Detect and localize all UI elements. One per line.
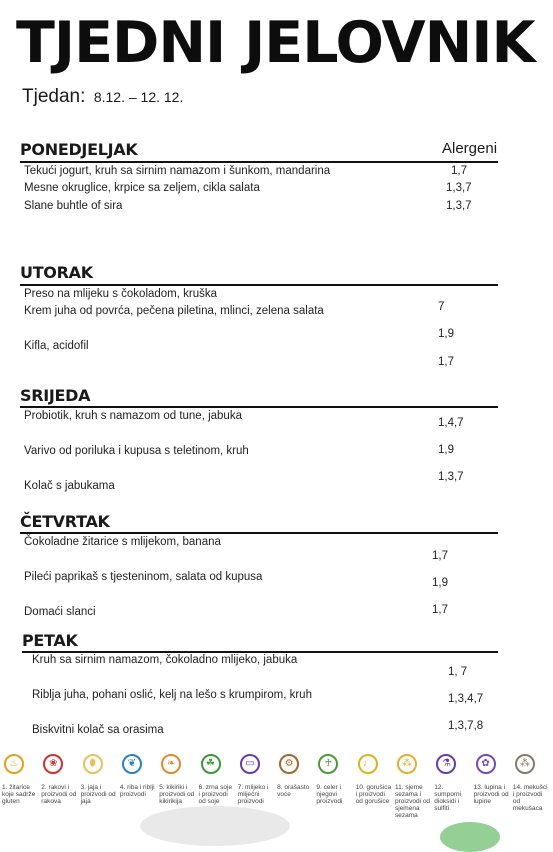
allergen-legend-item xyxy=(474,754,510,805)
crab-icon: ❀ xyxy=(43,754,63,774)
meal-text: Pileći paprikaš s tjesteninom, salata od kupusa xyxy=(24,571,263,583)
sulphite-icon: ⚗ xyxy=(436,754,456,774)
meal-allergens: 1,3,7 xyxy=(438,471,464,483)
meal-text: Kruh sa sirnim namazom, čokoladno mlijeko, jabuka xyxy=(32,654,298,666)
milk-icon: ▭ xyxy=(240,754,260,774)
allergen-legend-label: 8. orašasto voće xyxy=(277,784,310,798)
allergen-legend-label: 6. zrna soje i proizvodi od soje xyxy=(198,784,233,805)
allergen-legend-item xyxy=(120,754,156,798)
meal-text: Čokoladne žitarice s mlijekom, banana xyxy=(24,536,221,548)
meal-text: Biskvitni kolač sa orasima xyxy=(32,724,164,736)
allergen-legend-item xyxy=(159,754,195,805)
meal-text: Probiotik, kruh s namazom od tune, jabuka xyxy=(24,410,242,422)
allergen-legend-item xyxy=(2,754,38,805)
meal-allergens: 1,7 xyxy=(451,165,467,177)
celery-icon: ♰ xyxy=(318,754,338,774)
day-divider xyxy=(20,161,498,163)
allergen-legend-label: 4. riba i riblji proizvodi xyxy=(119,784,155,798)
allergen-legend-label: 1. žitarice koje sadrže gluten xyxy=(2,784,36,805)
fish-icon: ❦ xyxy=(122,754,142,774)
meal-allergens: 1,4,7 xyxy=(438,417,464,429)
meal-allergens: 1,7 xyxy=(438,356,454,368)
meal-allergens: 1,7 xyxy=(432,550,448,562)
day-title: SRIJEDA xyxy=(20,386,91,405)
allergen-legend-item xyxy=(316,754,352,805)
sesame-icon: ⁂ xyxy=(397,754,417,774)
mustard-icon: ♩ xyxy=(358,754,378,774)
wheat-icon: ♨ xyxy=(4,754,24,774)
week-line xyxy=(22,86,183,108)
nut-icon: ⚙ xyxy=(279,754,299,774)
day-divider xyxy=(20,406,498,408)
meal-allergens: 7 xyxy=(438,301,445,313)
allergen-legend-item xyxy=(513,754,549,812)
meal-text: Tekući jogurt, kruh sa sirnim namazom i šunkom, mandarina xyxy=(24,165,331,177)
allergen-legend-label: 12. sumporni dioksidi i sulfiti xyxy=(434,784,462,812)
allergen-legend-item xyxy=(199,754,235,805)
meal-text: Riblja juha, pohani oslić, kelj na lešo s krumpirom, kruh xyxy=(32,689,312,701)
meal-allergens: 1,7 xyxy=(432,604,448,616)
allergen-legend-item xyxy=(238,754,274,805)
allergen-legend-label: 9. celer i njegovi proizvodi xyxy=(316,784,343,805)
allergen-legend-label: 11. sjeme sezama i proizvodi od sjemena sezama xyxy=(395,784,431,819)
allergen-legend-item xyxy=(434,754,470,812)
decorative-blob xyxy=(140,806,290,846)
allergen-legend-item xyxy=(356,754,392,805)
soy-icon: ☘ xyxy=(201,754,221,774)
peanut-icon: ❧ xyxy=(161,754,181,774)
lupin-icon: ✿ xyxy=(476,754,496,774)
allergen-legend-label: 3. jaja i proizvodi od jaja xyxy=(80,784,116,805)
egg-icon: ⬮ xyxy=(83,754,103,774)
meal-allergens: 1,3,4,7 xyxy=(448,693,484,705)
allergen-legend-item xyxy=(395,754,431,819)
meal-allergens: 1,3,7,8 xyxy=(448,720,484,732)
mollusc-icon: ⁂ xyxy=(515,754,535,774)
allergen-legend-label: 14. mekušci i proizvodi od mekušaca xyxy=(512,784,548,812)
allergen-legend-label: 2. rakovi i proizvodi od rakova xyxy=(41,784,77,805)
day-divider xyxy=(22,651,498,653)
allergen-legend-item xyxy=(277,754,313,798)
allergen-legend-label: 7. mlijeko i mliječni proizvodi xyxy=(237,784,269,805)
day-title: UTORAK xyxy=(20,263,93,282)
allergen-legend-item xyxy=(41,754,77,805)
day-divider xyxy=(20,284,498,286)
decorative-leaf xyxy=(440,822,500,852)
meal-text: Domaći slanci xyxy=(24,606,96,618)
day-title: ČETVRTAK xyxy=(20,512,110,531)
day-divider xyxy=(20,532,498,534)
meal-allergens: 1,3,7 xyxy=(446,200,472,212)
week-range: 8.12. – 12. 12. xyxy=(93,89,184,105)
allergen-legend-label: 10. gorušica i proizvodi od gorušice xyxy=(355,784,392,805)
day-title: PONEDJELJAK xyxy=(20,140,138,159)
meal-text: Varivo od poriluka i kupusa s teletinom, kruh xyxy=(24,445,249,457)
meal-text: Slane buhtle of sira xyxy=(24,200,123,212)
meal-text: Mesne okruglice, krpice sa zeljem, cikla salata xyxy=(24,182,260,194)
allergen-legend-label: 13. lupina i proizvodi od lupine xyxy=(473,784,509,805)
meal-allergens: 1,9 xyxy=(432,577,448,589)
meal-text: Krem juha od povrća, pečena piletina, mlinci, zelena salata xyxy=(24,305,324,317)
menu-title: TJEDNI JELOVNIK xyxy=(16,10,535,76)
allergen-legend-item xyxy=(81,754,117,805)
meal-allergens: 1, 7 xyxy=(448,666,468,678)
allergens-column-header: Alergeni xyxy=(442,140,498,157)
allergen-legend xyxy=(0,754,553,833)
week-label: Tjedan: xyxy=(22,86,86,107)
allergen-legend-label: 5. kikiriki i proizvodi od kikirikija xyxy=(159,784,195,805)
meal-allergens: 1,9 xyxy=(438,328,454,340)
meal-text: Preso na mlijeku s čokoladom, kruška xyxy=(24,288,218,300)
day-title: PETAK xyxy=(22,631,78,650)
meal-allergens: 1,9 xyxy=(438,444,454,456)
meal-text: Kifla, acidofil xyxy=(24,340,89,352)
meal-allergens: 1,3,7 xyxy=(446,182,472,194)
meal-text: Kolač s jabukama xyxy=(24,480,115,492)
